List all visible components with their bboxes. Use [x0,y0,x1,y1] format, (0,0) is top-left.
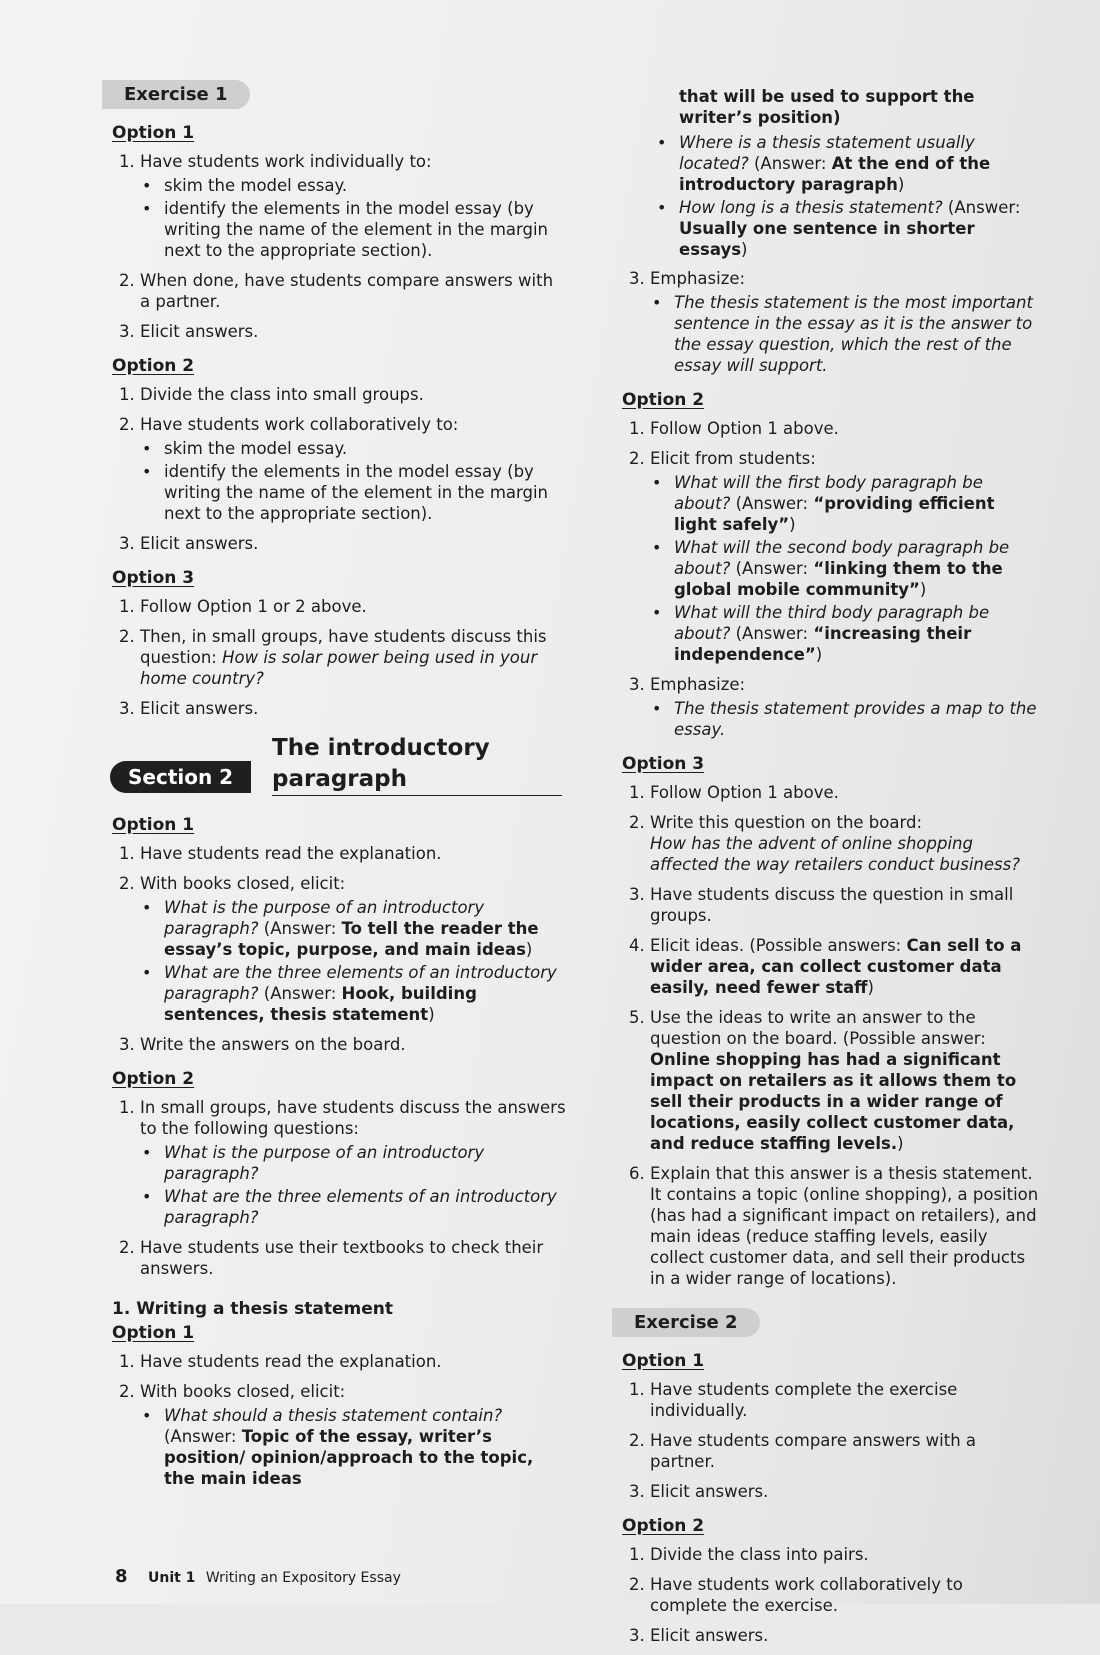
list-item: 3. Have students discuss the question in small groups. [650,884,1042,926]
list-item: 1. Follow Option 1 or 2 above. [140,596,567,617]
list-item: 1. Have students complete the exercise individually. [650,1379,1042,1421]
ex2-option2-heading: Option 2 [622,1516,705,1536]
r-option2-list [622,418,1042,740]
list-item: 1. Have students read the explanation. [140,843,567,864]
ex1-option3-list [112,596,567,719]
bullet-item: • What is the purpose of an introductory paragraph? (Answer: To tell the reader the essay’s topic, purpose, and main ideas) [164,897,567,960]
continued-bullets [622,132,1042,260]
bullet-item: • What will the first body paragraph be about? (Answer: “providing efficient light safely”) [674,472,1042,535]
list-item: 3. Emphasize: • The thesis statement provides a map to the essay. [650,674,1042,740]
r-option3-list [622,782,1042,1289]
list-item: 3. Elicit answers. [140,698,567,719]
list-item: 1. In small groups, have students discuss the answers to the following questions: • What is the purpose of an introductory paragraph? • What are the three elements of an introductory paragraph? [140,1097,567,1228]
list-item: 6. Explain that this answer is a thesis statement. It contains a topic (online shopping), a position (has had a significant impact on retailers), and main ideas (reduce staffing levels, easily collect customer data, and sell their products in a wider range of locations). [650,1163,1042,1289]
ex1-option1-list [112,151,567,342]
section-2-title: The introductory paragraph [272,733,562,796]
list-item: 2. Have students use their textbooks to check their answers. [140,1237,567,1279]
writing-thesis-heading: 1. Writing a thesis statement [112,1299,393,1319]
footer-unit: Unit 1 [147,1570,196,1586]
list-item: 1. Divide the class into small groups. [140,384,567,405]
list-item: 3. Write the answers on the board. [140,1034,567,1055]
continued-text: that will be used to support the writer’s position) [679,87,975,127]
page-footer [115,1566,401,1587]
bullet-item: • What is the purpose of an introductory paragraph? [164,1142,567,1184]
bullet-item: • What should a thesis statement contain? (Answer: Topic of the essay, writer’s position/ opinion/approach to the topic, the main ideas [164,1405,567,1489]
section-2-header [112,733,567,801]
list-item: 3. Emphasize: • The thesis statement is the most important sentence in the essay as it is the answer to the essay question, which the rest of the essay will support. [650,268,1042,376]
bullet-item: • identify the elements in the model essay (by writing the name of the element in the margin next to the appropriate section). [164,461,567,524]
r-option2-heading: Option 2 [622,390,705,410]
bullet-item: • The thesis statement is the most important sentence in the essay as it is the answer to the essay question, which the rest of the essay will support. [674,292,1042,376]
bullet-item: • The thesis statement provides a map to the essay. [674,698,1042,740]
bullet-item: • What are the three elements of an introductory paragraph? [164,1186,567,1228]
list-item: 1. Divide the class into pairs. [650,1544,1042,1565]
ex1-option1-heading: Option 1 [112,123,195,143]
ex2-option1-heading: Option 1 [622,1351,705,1371]
list-item: 3. Elicit answers. [140,321,567,342]
bullet-item: • Where is a thesis statement usually located? (Answer: At the end of the introductory paragraph) [679,132,1042,195]
writing-thesis-option1-heading: Option 1 [112,1323,195,1343]
ex1-option2-list [112,384,567,554]
list-item: 3. Elicit answers. [140,533,567,554]
writing-thesis-list [112,1351,567,1489]
ex2-option1-list [622,1379,1042,1502]
list-item: 1. Have students work individually to: • skim the model essay. • identify the elements in the model essay (by writing the name of the element in the margin next to the appropriate section). [140,151,567,261]
continued-list [622,268,1042,376]
section-2-label: Section 2 [110,761,251,793]
list-item: 2. Write this question on the board: How has the advent of online shopping affected the way retailers conduct business? [650,812,1042,875]
ex2-option2-list [622,1544,1042,1646]
s2-option2-list [112,1097,567,1279]
list-item: 3. Elicit answers. [650,1481,1042,1502]
left-column [112,80,567,1498]
list-item: 2. With books closed, elicit: • What is the purpose of an introductory paragraph? (Answer: To tell the reader the essay’s topic, purpose, and main ideas) • What are the three elements of an introductory paragraph? (Answer: Hook, building sentences, thesis statement) [140,873,567,1025]
exercise-1-label: Exercise 1 [102,80,250,109]
bullet-item: • What are the three elements of an introductory paragraph? (Answer: Hook, building sentences, thesis statement) [164,962,567,1025]
list-item: 2. Have students work collaboratively to: • skim the model essay. • identify the elements in the model essay (by writing the name of the element in the margin next to the appropriate section). [140,414,567,524]
list-item: 3. Elicit answers. [650,1625,1042,1646]
list-item: 2. With books closed, elicit: • What should a thesis statement contain? (Answer: Topic of the essay, writer’s position/ opinion/approach to the topic, the main ideas [140,1381,567,1489]
list-item: 2. Then, in small groups, have students discuss this question: How is solar power being used in your home country? [140,626,567,689]
list-item: 1. Follow Option 1 above. [650,782,1042,803]
page-number: 8 [115,1566,128,1587]
list-item: 2. When done, have students compare answers with a partner. [140,270,567,312]
bullet-item: • identify the elements in the model essay (by writing the name of the element in the margin next to the appropriate section). [164,198,567,261]
bullet-item: • skim the model essay. [164,175,567,196]
list-item: 5. Use the ideas to write an answer to the question on the board. (Possible answer: Online shopping has had a significant impact on retailers as it allows them to sell their products in a wider range of locations, easily collect customer data, and reduce staffing levels.) [650,1007,1042,1154]
exercise-2-label: Exercise 2 [612,1308,760,1337]
s2-option1-heading: Option 1 [112,815,195,835]
s2-option1-list [112,843,567,1055]
list-item: 2. Elicit from students: • What will the first body paragraph be about? (Answer: “providing efficient light safely”) • What will the second body paragraph be about? (Answer: “linking them to the global mobile community”) • What will the third body paragraph be about? (Answer: “increasing their independence”) [650,448,1042,665]
bullet-item: • skim the model essay. [164,438,567,459]
footer-title: Writing an Expository Essay [205,1570,401,1586]
bullet-item: • How long is a thesis statement? (Answer: Usually one sentence in shorter essays) [679,197,1042,260]
list-item: 4. Elicit ideas. (Possible answers: Can sell to a wider area, can collect customer data easily, need fewer staff) [650,935,1042,998]
right-column [622,86,1042,1655]
bullet-item: • What will the third body paragraph be about? (Answer: “increasing their independence”) [674,602,1042,665]
ex1-option3-heading: Option 3 [112,568,195,588]
s2-option2-heading: Option 2 [112,1069,195,1089]
list-item: 2. Have students compare answers with a partner. [650,1430,1042,1472]
list-item: 1. Follow Option 1 above. [650,418,1042,439]
list-item: 2. Have students work collaboratively to complete the exercise. [650,1574,1042,1616]
ex1-option2-heading: Option 2 [112,356,195,376]
r-option3-heading: Option 3 [622,754,705,774]
list-item: 1. Have students read the explanation. [140,1351,567,1372]
bullet-item: • What will the second body paragraph be about? (Answer: “linking them to the global mobile community”) [674,537,1042,600]
